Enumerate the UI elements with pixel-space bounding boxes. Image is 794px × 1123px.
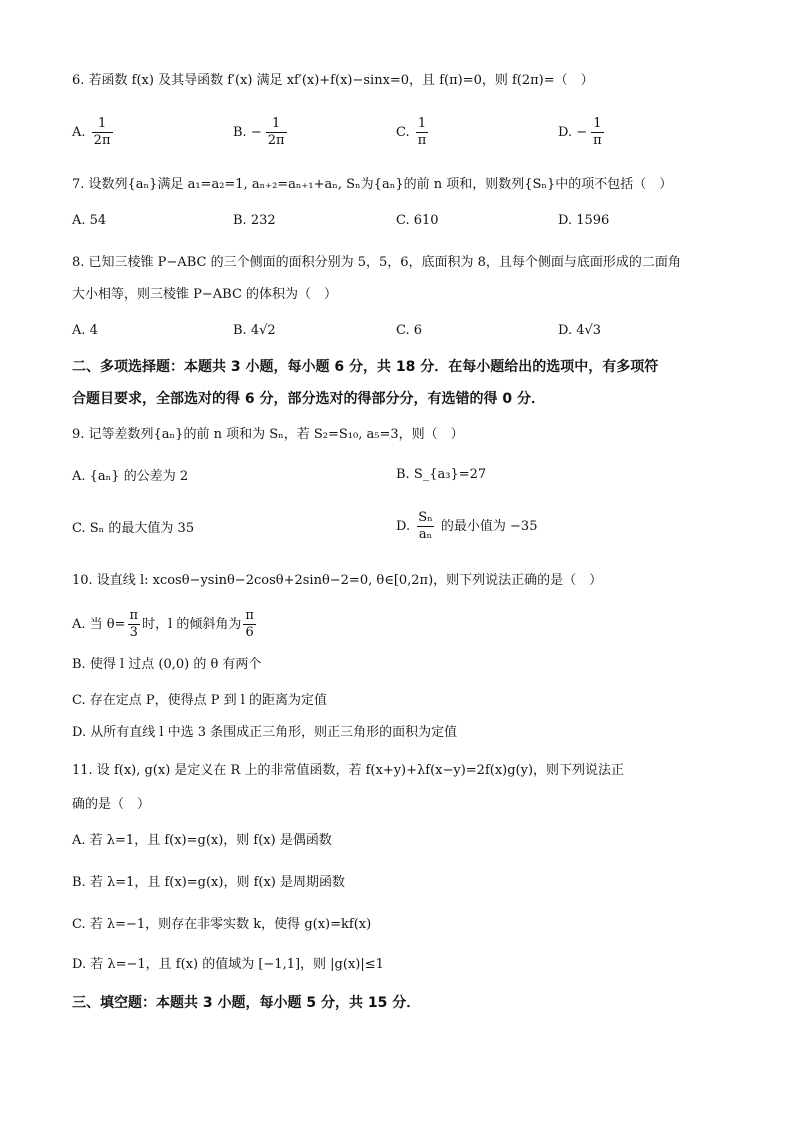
q9-option-c: C. Sₙ 的最大值为 35 bbox=[72, 521, 195, 536]
q6-option-a: A. $\frac{1}{2\pi}$ bbox=[72, 116, 111, 148]
q6-option-c: C. $\frac{1}{\pi}$ bbox=[396, 116, 427, 148]
question-7-stem: 7. 设数列{aₙ}满足 a₁=a₂=1, aₙ₊₂=aₙ₊₁+aₙ, Sₙ为{aₙ}的前 n 项和，则数列{Sₙ}中的项不包括（ ） bbox=[72, 177, 673, 192]
q7-option-a: A. 54 bbox=[72, 213, 107, 228]
q11-option-a: A. 若 λ=1，且 f(x)=g(x)，则 f(x) 是偶函数 bbox=[72, 833, 332, 848]
q9-option-b: B. S_{a₃}=27 bbox=[396, 467, 487, 482]
q7-option-d: D. 1596 bbox=[558, 213, 610, 228]
q8-option-c: C. 6 bbox=[396, 323, 423, 338]
question-8-stem-line1: 8. 已知三棱锥 P−ABC 的三个侧面的面积分别为 5，5，6，底面积为 8，且每个侧面与底面形成的二面角 bbox=[72, 255, 681, 270]
q8-option-b: B. 4√2 bbox=[233, 323, 276, 338]
question-8-stem-line2: 大小相等，则三棱锥 P−ABC 的体积为（ ） bbox=[72, 287, 338, 302]
question-11-stem-line1: 11. 设 f(x), g(x) 是定义在 R 上的非常值函数，若 f(x+y)+λf(x−y)=2f(x)g(y)，则下列说法正 bbox=[72, 763, 625, 778]
q6-option-b: B. − $\frac{1}{2\pi}$ bbox=[233, 116, 285, 148]
question-10-stem: 10. 设直线 l: xcosθ−ysinθ−2cosθ+2sinθ−2=0, θ∈[0,2π)，则下列说法正确的是（ ） bbox=[72, 573, 603, 588]
q8-option-a: A. 4 bbox=[72, 323, 98, 338]
q9-option-d: D. $\frac{\text{Sₙ}}{\text{aₙ}}$ 的最小值为 −35 bbox=[396, 510, 538, 542]
q10-option-c: C. 存在定点 P，使得点 P 到 l 的距离为定值 bbox=[72, 693, 328, 708]
q11-option-b: B. 若 λ=1，且 f(x)=g(x)，则 f(x) 是周期函数 bbox=[72, 875, 346, 890]
q10-option-b: B. 使得 l 过点 (0,0) 的 θ 有两个 bbox=[72, 657, 262, 672]
question-6-stem: 6. 若函数 f(x) 及其导函数 f′(x) 满足 xf′(x)+f(x)−sinx=0，且 f(π)=0，则 f(2π)=（ ） bbox=[72, 73, 594, 88]
q11-option-d: D. 若 λ=−1，且 f(x) 的值域为 [−1,1]，则 |g(x)|≤1 bbox=[72, 957, 384, 972]
question-11-stem-line2: 确的是（ ） bbox=[72, 797, 151, 812]
q10-option-a: A. 当 θ= $\frac{\pi}{3}$ 时，l 的倾斜角为 $\frac{\pi}{6}$ bbox=[72, 608, 254, 640]
q9-option-a: A. {aₙ} 的公差为 2 bbox=[72, 469, 189, 484]
section-3-heading: 三、填空题：本题共 3 小题，每小题 5 分，共 15 分． bbox=[72, 995, 421, 1011]
question-9-stem: 9. 记等差数列{aₙ}的前 n 项和为 Sₙ，若 S₂=S₁₀, a₅=3，则（ ） bbox=[72, 427, 464, 442]
q7-option-b: B. 232 bbox=[233, 213, 276, 228]
q6-option-d: D. − $\frac{1}{\pi}$ bbox=[558, 116, 602, 148]
q11-option-c: C. 若 λ=−1，则存在非零实数 k，使得 g(x)=kf(x) bbox=[72, 917, 372, 932]
q8-option-d: D. 4√3 bbox=[558, 323, 602, 338]
q7-option-c: C. 610 bbox=[396, 213, 439, 228]
q10-option-d: D. 从所有直线 l 中选 3 条围成正三角形，则正三角形的面积为定值 bbox=[72, 725, 458, 740]
section-2-heading-line2: 合题目要求，全部选对的得 6 分，部分选对的得部分分，有选错的得 0 分． bbox=[72, 391, 545, 407]
section-2-heading-line1: 二、多项选择题：本题共 3 小题，每小题 6 分，共 18 分．在每小题给出的选项中，有多项符 bbox=[72, 359, 659, 375]
